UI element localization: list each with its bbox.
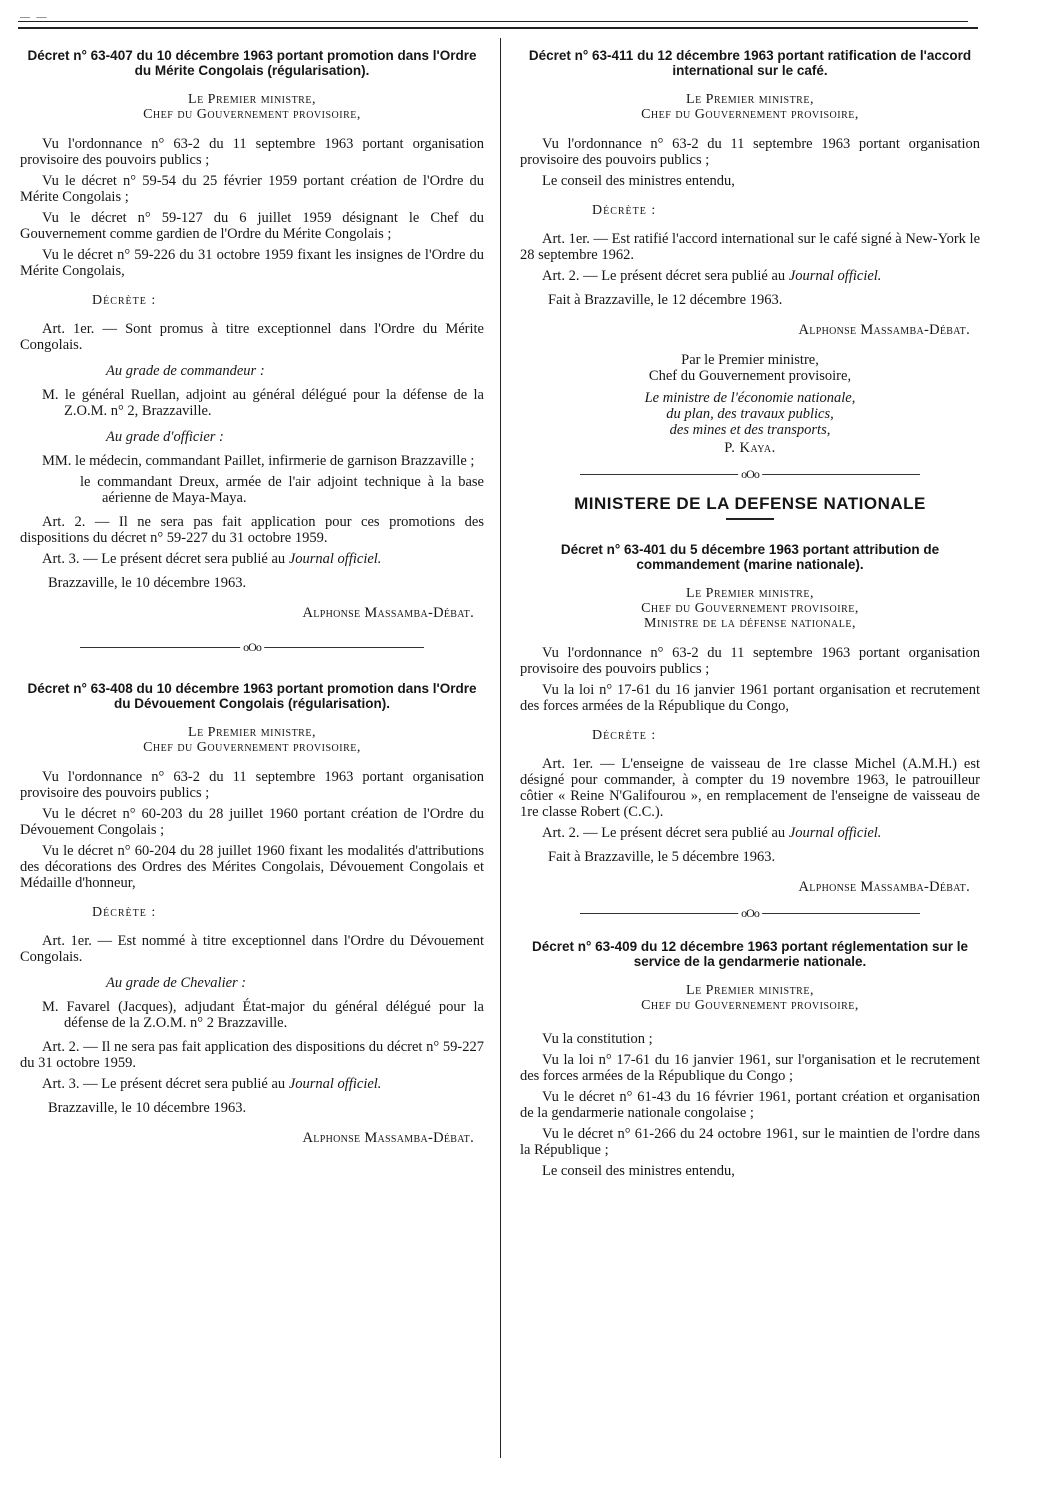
nominee: M. Favarel (Jacques), adjudant État-major du général délégué pour la défense de la Z.O.M. n° 2 Brazzaville. (42, 999, 484, 1031)
visa: Vu le décret n° 60-204 du 28 juillet 1960 fixant les modalités d'attributions des décorations des Ordres des Mérites Congolais, Dévouement Congolais et Médaille d'honneur, (20, 843, 484, 891)
visa: Vu l'ordonnance n° 63-2 du 11 septembre 1963 portant organisation provisoire des pouvoirs publics ; (520, 645, 980, 677)
grade-heading: Au grade de commandeur : (106, 363, 265, 379)
minister-title-line: des mines et des transports, (669, 422, 831, 438)
authority-line: Le Premier ministre, (686, 983, 814, 998)
journal-name: Journal officiel. (288, 1076, 382, 1092)
signature: Alphonse Massamba-Débat. (302, 1130, 474, 1146)
visa: Vu la loi n° 17-61 du 16 janvier 1961, sur l'organisation et le recrutement des forces armées de la République du Congo ; (520, 1052, 980, 1084)
article: Art. 1er. — Est ratifié l'accord international sur le café signé à New-York le 28 septembre 1962. (520, 231, 981, 263)
decrete-heading: Décrète : (592, 728, 657, 743)
authority-line: Le Premier ministre, (188, 725, 316, 740)
article-text: Art. 3. — Le présent décret sera publié au (42, 1076, 286, 1092)
authority-line: Le Premier ministre, (686, 92, 814, 107)
separator-ornament: oOo (240, 639, 264, 655)
decree-title: Décret n° 63-407 du 10 décembre 1963 portant promotion dans l'Ordre du Mérite Congolais (régularisation). (27, 48, 477, 78)
article (20, 551, 484, 567)
grade-heading: Au grade de Chevalier : (106, 975, 247, 991)
decree-title: Décret n° 63-408 du 10 décembre 1963 portant promotion dans l'Ordre du Dévouement Congolais (régularisation). (27, 681, 477, 711)
header-rule (18, 21, 968, 22)
authority-line: Chef du Gouvernement provisoire, (143, 740, 361, 755)
decree-title: Décret n° 63-409 du 12 décembre 1963 portant réglementation sur le service de la gendarmerie nationale. (531, 939, 969, 969)
article: Art. 2. — Il ne sera pas fait application pour ces promotions des dispositions du décret n° 59-227 du 31 octobre 1959. (20, 514, 484, 546)
visa: Vu l'ordonnance n° 63-2 du 11 septembre 1963 portant organisation provisoire des pouvoirs publics ; (520, 136, 980, 168)
countersign-line: Chef du Gouvernement provisoire, (648, 368, 852, 384)
journal-name: Journal officiel. (288, 551, 382, 567)
decrete-heading: Décrète : (592, 203, 657, 218)
decree-authority (20, 92, 484, 122)
authority-line: Le Premier ministre, (188, 92, 316, 107)
authority-line: Chef du Gouvernement provisoire, (143, 107, 361, 122)
minister-title (520, 390, 980, 438)
nominee: le commandant Dreux, armée de l'air adjoint technique à la base aérienne de Maya-Maya. (80, 474, 484, 506)
column-divider (500, 38, 501, 1458)
authority-line: Le Premier ministre, (686, 586, 814, 601)
decrete-heading: Décrète : (92, 293, 157, 308)
article-text: Art. 2. — Le présent décret sera publié au (542, 825, 786, 841)
article: Art. 1er. — Sont promus à titre exceptionnel dans l'Ordre du Mérite Congolais. (20, 321, 484, 353)
header-mark: — — (20, 12, 49, 23)
decree-date: Fait à Brazzaville, le 5 décembre 1963. (548, 849, 776, 865)
decree-authority (520, 983, 980, 1013)
nominee: M. le général Ruellan, adjoint au général délégué pour la défense de la Z.O.M. n° 2, Brazzaville. (42, 387, 484, 419)
separator (520, 466, 980, 484)
visa: Vu la loi n° 17-61 du 16 janvier 1961 portant organisation et recrutement des forces armées de la République du Congo, (520, 682, 980, 714)
visa: Le conseil des ministres entendu, (542, 173, 735, 189)
article: Art. 1er. — L'enseigne de vaisseau de 1re classe Michel (A.M.H.) est désigné pour commander, à compter du 19 novembre 1963, le patrouilleur côtier « Reine N'Galifourou », en remplacement de l'enseigne de vaisseau de 1re classe Robert (C.C.). (520, 756, 980, 820)
grade-heading: Au grade d'officier : (106, 429, 224, 445)
visa: Vu le décret n° 59-127 du 6 juillet 1959 désignant le Chef du Gouvernement comme gardien de l'Ordre du Mérite Congolais ; (20, 210, 484, 242)
journal-name: Journal officiel. (788, 268, 882, 284)
decree-title: Décret n° 63-401 du 5 décembre 1963 portant attribution de commandement (marine nationale). (560, 542, 940, 572)
article: Art. 2. — Il ne sera pas fait application des dispositions du décret n° 59-227 du 31 octobre 1959. (20, 1039, 484, 1071)
decree-authority (20, 725, 484, 755)
journal-name: Journal officiel. (788, 825, 882, 841)
visa: Vu le décret n° 61-43 du 16 février 1961, portant création et organisation de la gendarmerie nationale congolaise ; (520, 1089, 980, 1121)
minister-signature: P. Kaya. (724, 440, 776, 456)
decrete-heading: Décrète : (92, 905, 157, 920)
ministry-heading: MINISTERE DE LA DEFENSE NATIONALE (574, 494, 926, 513)
visa: Vu l'ordonnance n° 63-2 du 11 septembre 1963 portant organisation provisoire des pouvoirs publics ; (20, 136, 484, 168)
separator (520, 905, 980, 923)
separator-ornament: oOo (738, 905, 762, 921)
ministry-rule (726, 518, 774, 520)
nominee: MM. le médecin, commandant Paillet, infirmerie de garnison Brazzaville ; (42, 453, 475, 469)
decree-date: Brazzaville, le 10 décembre 1963. (48, 1100, 247, 1116)
visa: Vu le décret n° 59-226 du 31 octobre 1959 fixant les insignes de l'Ordre du Mérite Congolais, (20, 247, 484, 279)
minister-title-line: Le ministre de l'économie nationale, (644, 390, 856, 406)
article-text: Art. 2. — Le présent décret sera publié au (542, 268, 786, 284)
visa: Vu le décret n° 61-266 du 24 octobre 1961, sur le maintien de l'ordre dans la République ; (520, 1126, 980, 1158)
article (20, 1076, 484, 1092)
countersign-block (520, 352, 980, 384)
decree-date: Fait à Brazzaville, le 12 décembre 1963. (548, 292, 783, 308)
signature: Alphonse Massamba-Débat. (798, 322, 970, 338)
visa: Le conseil des ministres entendu, (542, 1163, 735, 1179)
authority-line: Chef du Gouvernement provisoire, (641, 601, 859, 616)
article (520, 268, 980, 284)
authority-line: Chef du Gouvernement provisoire, (641, 107, 859, 122)
visa: Vu la constitution ; (542, 1031, 653, 1047)
right-column (520, 48, 980, 1184)
header-rule-thick (18, 27, 978, 29)
separator-ornament: oOo (738, 466, 762, 482)
countersign-line: Par le Premier ministre, (681, 352, 819, 368)
visa: Vu le décret n° 60-203 du 28 juillet 1960 portant création de l'Ordre du Dévouement Congolais ; (20, 806, 484, 838)
authority-line: Chef du Gouvernement provisoire, (641, 998, 859, 1013)
left-column (20, 48, 484, 1156)
article-text: Art. 3. — Le présent décret sera publié au (42, 551, 286, 567)
authority-line: Ministre de la défense nationale, (644, 616, 856, 631)
visa: Vu le décret n° 59-54 du 25 février 1959 portant création de l'Ordre du Mérite Congolais ; (20, 173, 484, 205)
visa: Vu l'ordonnance n° 63-2 du 11 septembre 1963 portant organisation provisoire des pouvoirs publics ; (20, 769, 484, 801)
article (520, 825, 980, 841)
article: Art. 1er. — Est nommé à titre exceptionnel dans l'Ordre du Dévouement Congolais. (20, 933, 484, 965)
decree-authority (520, 586, 980, 631)
signature: Alphonse Massamba-Débat. (302, 605, 474, 621)
signature: Alphonse Massamba-Débat. (798, 879, 970, 895)
minister-title-line: du plan, des travaux publics, (666, 406, 834, 422)
decree-authority (520, 92, 980, 122)
decree-date: Brazzaville, le 10 décembre 1963. (48, 575, 247, 591)
separator (20, 639, 484, 657)
decree-title: Décret n° 63-411 du 12 décembre 1963 portant ratification de l'accord international sur le café. (528, 48, 972, 78)
